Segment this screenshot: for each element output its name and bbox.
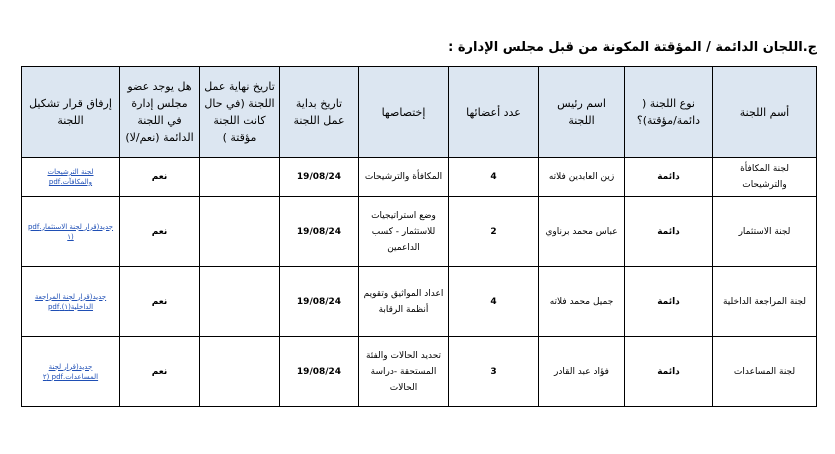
attachment-cell [22, 337, 120, 407]
header-member-count: عدد أعضائها [449, 67, 539, 158]
table-row [22, 337, 817, 407]
chair-name-cell: فؤاد عبد القادر [539, 337, 625, 407]
end-date-cell [200, 158, 280, 197]
attachment-link[interactable]: جديد(قرار لجنة الاستثمار.pdf (١ [27, 222, 114, 241]
header-scope: إختصاصها [359, 67, 449, 158]
member-count-cell: 4 [449, 158, 539, 197]
committee-type-cell: دائمة [625, 197, 713, 267]
start-date-cell: 19/08/24 [280, 158, 359, 197]
board-member-cell: نعم [120, 158, 200, 197]
committee-name-cell: لجنة المراجعة الداخلية [713, 267, 817, 337]
header-board-member: هل يوجد عضو مجلس إدارة في اللجنة الدائمة (نعم/لا) [120, 67, 200, 158]
board-member-cell: نعم [120, 337, 200, 407]
header-committee-name: أسم اللجنة [713, 67, 817, 158]
header-row [22, 67, 817, 158]
scope-cell: تحديد الحالات والفئة المستحقة -دراسة الحالات [359, 337, 449, 407]
committee-name-cell: لجنة المساعدات [713, 337, 817, 407]
committees-table [21, 66, 817, 407]
table-row [22, 158, 817, 197]
scope-cell: المكافأة والترشيحات [359, 158, 449, 197]
end-date-cell [200, 267, 280, 337]
start-date-cell: 19/08/24 [280, 337, 359, 407]
board-member-cell: نعم [120, 197, 200, 267]
attachment-link[interactable]: جديد(قرار لجنة المراجعة الداخلية(١).pdf [34, 292, 107, 311]
member-count-cell: 3 [449, 337, 539, 407]
header-start-date: تاريخ بداية عمل اللجنة [280, 67, 359, 158]
committee-type-cell: دائمة [625, 337, 713, 407]
member-count-cell: 2 [449, 197, 539, 267]
header-committee-type: نوع اللجنة ( دائمة/مؤقتة)؟ [625, 67, 713, 158]
section-heading: ج.اللجان الدائمة / المؤقتة المكونة من قبل مجلس الإدارة : [448, 40, 817, 55]
scope-cell: اعداد المواثيق وتقويم أنظمة الرقابة [359, 267, 449, 337]
header-end-date: تاريخ نهاية عمل اللجنة (في حال كانت اللجنة مؤقتة ) [200, 67, 280, 158]
committee-name-cell: لجنة المكافأة والترشيحات [713, 158, 817, 197]
end-date-cell [200, 337, 280, 407]
start-date-cell: 19/08/24 [280, 197, 359, 267]
attachment-cell [22, 197, 120, 267]
chair-name-cell: زين العابدين فلاته [539, 158, 625, 197]
committee-type-cell: دائمة [625, 267, 713, 337]
attachment-cell [22, 158, 120, 197]
table-row [22, 197, 817, 267]
chair-name-cell: عباس محمد برناوي [539, 197, 625, 267]
end-date-cell [200, 197, 280, 267]
board-member-cell: نعم [120, 267, 200, 337]
attachment-link[interactable]: لجنة الترشيحات والمكافآت.pdf [47, 168, 94, 186]
table-row [22, 267, 817, 337]
committee-type-cell: دائمة [625, 158, 713, 197]
header-attachment: إرفاق قرار تشكيل اللجنة [22, 67, 120, 158]
header-chair-name: اسم رئيس اللجنة [539, 67, 625, 158]
attachment-link[interactable]: جديد(قرار لجنة المساعدات.pdf (٢ [42, 362, 99, 381]
scope-cell: وضع استراتيجيات للاستثمار - كسب الداعمين [359, 197, 449, 267]
chair-name-cell: جميل محمد فلاته [539, 267, 625, 337]
member-count-cell: 4 [449, 267, 539, 337]
start-date-cell: 19/08/24 [280, 267, 359, 337]
committee-name-cell: لجنة الاستثمار [713, 197, 817, 267]
attachment-cell [22, 267, 120, 337]
